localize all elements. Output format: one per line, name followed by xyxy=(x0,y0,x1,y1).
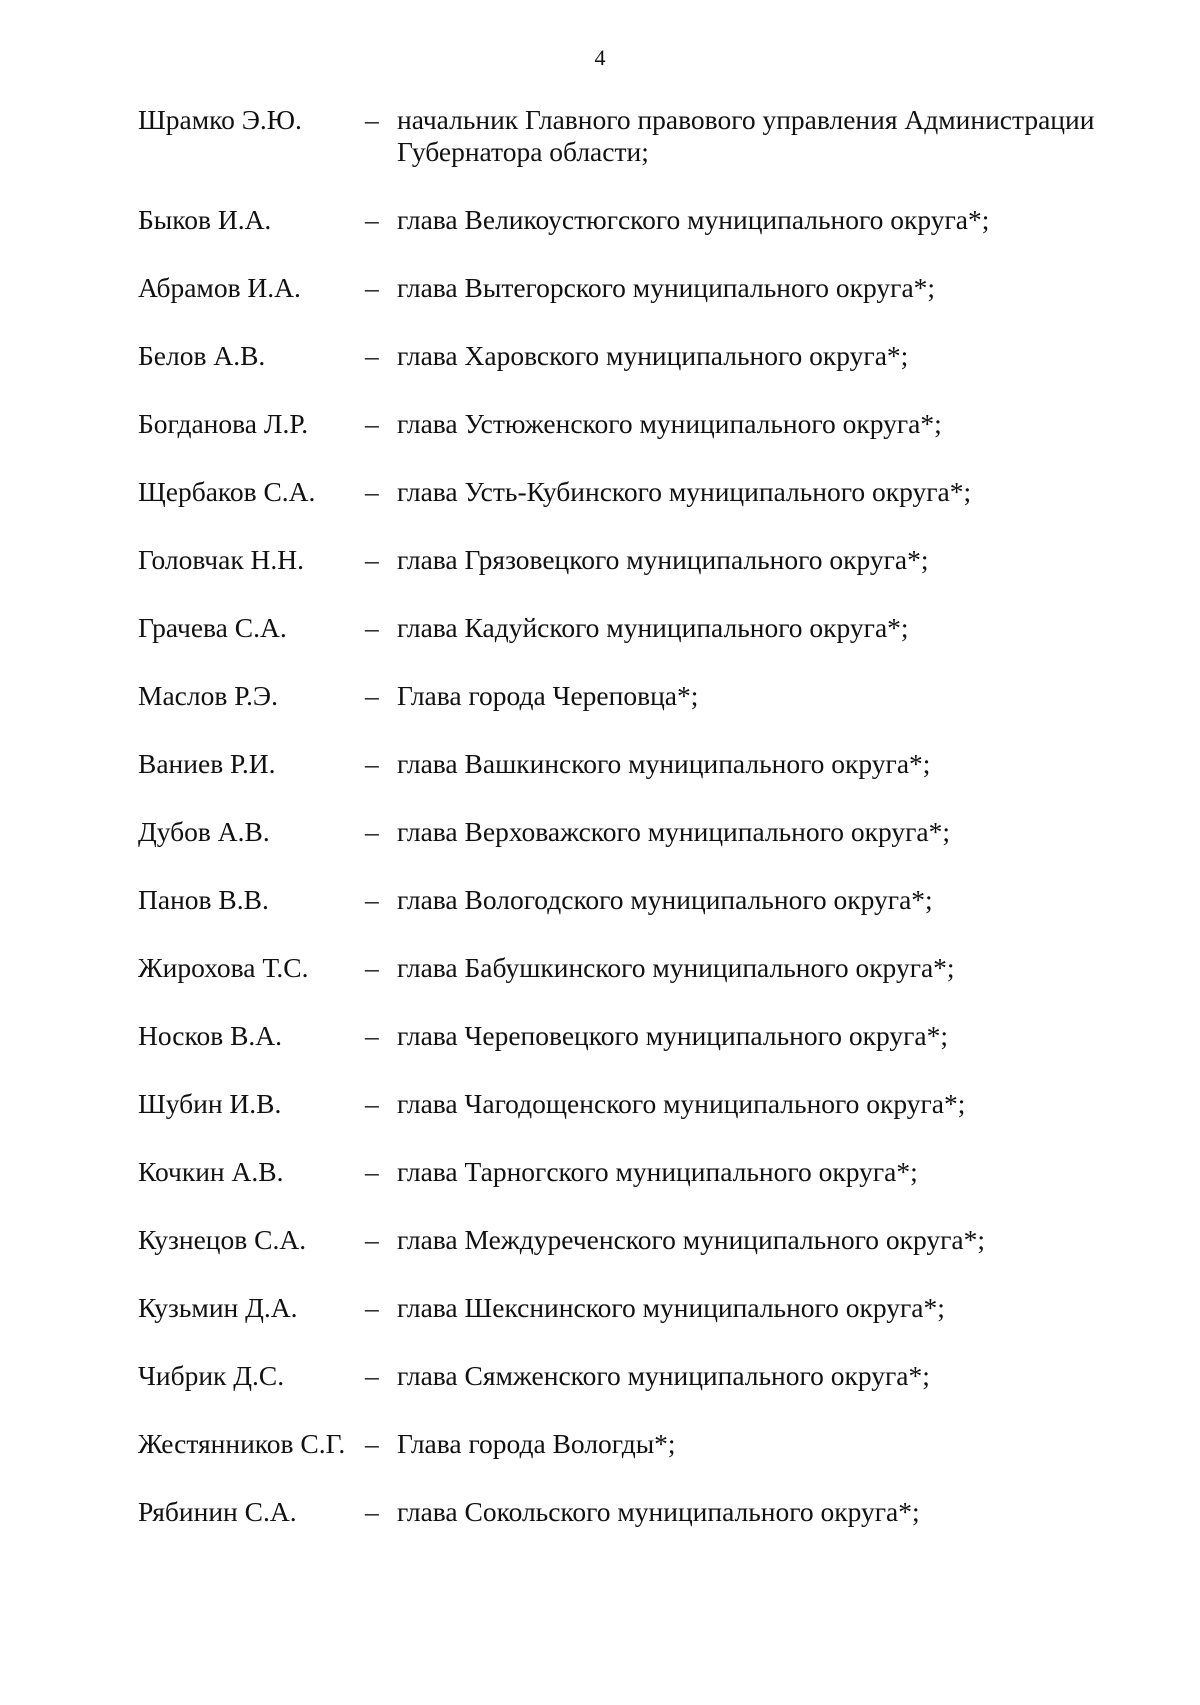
dash-separator: – xyxy=(365,340,379,371)
member-name: Быков И.А. xyxy=(138,204,272,235)
member-position: глава Вологодского муниципального округа*; xyxy=(397,884,933,915)
member-position: глава Сокольского муниципального округа*; xyxy=(397,1496,920,1527)
dash-separator: – xyxy=(365,1224,379,1255)
list-item xyxy=(138,1224,1148,1256)
member-name: Дубов А.В. xyxy=(138,816,270,847)
member-list xyxy=(138,104,1148,1528)
member-position: глава Устюженского муниципального округа*; xyxy=(397,408,942,439)
member-name: Чибрик Д.С. xyxy=(138,1360,285,1391)
member-position: глава Харовского муниципального округа*; xyxy=(397,340,909,371)
member-name: Панов В.В. xyxy=(138,884,269,915)
list-item xyxy=(138,1360,1148,1392)
dash-separator: – xyxy=(365,1156,379,1187)
member-name: Маслов Р.Э. xyxy=(138,680,278,711)
dash-separator: – xyxy=(365,1360,379,1391)
member-position: глава Тарногского муниципального округа*; xyxy=(397,1156,918,1187)
dash-separator: – xyxy=(365,1088,379,1119)
member-position: глава Чагодощенского муниципального округа*; xyxy=(397,1088,966,1119)
member-name: Носков В.А. xyxy=(138,1020,283,1051)
member-position: глава Сямженского муниципального округа*; xyxy=(397,1360,930,1391)
member-name: Кузнецов С.А. xyxy=(138,1224,307,1255)
list-item xyxy=(138,680,1148,712)
dash-separator: – xyxy=(365,408,379,439)
list-item xyxy=(138,1020,1148,1052)
list-item xyxy=(138,816,1148,848)
member-position: начальник Главного правового управления Администрации Губернатора области; xyxy=(397,104,1095,167)
page-number: 4 xyxy=(594,45,606,70)
member-position: глава Грязовецкого муниципального округа*; xyxy=(397,544,929,575)
list-item xyxy=(138,408,1148,440)
list-item xyxy=(138,340,1148,372)
list-item xyxy=(138,1088,1148,1120)
member-position: глава Шекснинского муниципального округа*; xyxy=(397,1292,945,1323)
member-name: Кузьмин Д.А. xyxy=(138,1292,298,1323)
member-name: Головчак Н.Н. xyxy=(138,544,305,575)
list-item xyxy=(138,952,1148,984)
member-name: Ваниев Р.И. xyxy=(138,748,276,779)
member-name: Шубин И.В. xyxy=(138,1088,282,1119)
member-position: глава Великоустюгского муниципального округа*; xyxy=(397,204,990,235)
dash-separator: – xyxy=(365,612,379,643)
member-name: Абрамов И.А. xyxy=(138,272,301,303)
member-position: глава Усть-Кубинского муниципального округа*; xyxy=(397,476,972,507)
member-position: Глава города Вологды*; xyxy=(397,1428,676,1459)
dash-separator: – xyxy=(365,680,379,711)
list-item xyxy=(138,884,1148,916)
dash-separator: – xyxy=(365,952,379,983)
list-item xyxy=(138,612,1148,644)
member-name: Рябинин С.А. xyxy=(138,1496,297,1527)
member-position: глава Вашкинского муниципального округа*; xyxy=(397,748,931,779)
dash-separator: – xyxy=(365,544,379,575)
dash-separator: – xyxy=(365,272,379,303)
member-position: глава Кадуйского муниципального округа*; xyxy=(397,612,909,643)
dash-separator: – xyxy=(365,884,379,915)
member-position: глава Верховажского муниципального округа*; xyxy=(397,816,950,847)
list-item xyxy=(138,1292,1148,1324)
dash-separator: – xyxy=(365,104,379,135)
list-item xyxy=(138,272,1148,304)
list-item xyxy=(138,204,1148,236)
dash-separator: – xyxy=(365,1428,379,1459)
member-name: Белов А.В. xyxy=(138,340,266,371)
dash-separator: – xyxy=(365,1292,379,1323)
dash-separator: – xyxy=(365,476,379,507)
list-item xyxy=(138,476,1148,508)
member-position: глава Бабушкинского муниципального округа*; xyxy=(397,952,955,983)
list-item xyxy=(138,1156,1148,1188)
member-name: Богданова Л.Р. xyxy=(138,408,309,439)
member-name: Щербаков С.А. xyxy=(138,476,316,507)
member-name: Жестянников С.Г. xyxy=(138,1428,346,1459)
member-position: глава Междуреченского муниципального округа*; xyxy=(397,1224,985,1255)
member-name: Кочкин А.В. xyxy=(138,1156,284,1187)
member-position: Глава города Череповца*; xyxy=(397,680,699,711)
member-position: глава Череповецкого муниципального округа*; xyxy=(397,1020,948,1051)
list-item xyxy=(138,544,1148,576)
list-item xyxy=(138,104,1148,168)
list-item xyxy=(138,1428,1148,1460)
member-position: глава Вытегорского муниципального округа*; xyxy=(397,272,936,303)
member-name: Жирохова Т.С. xyxy=(138,952,309,983)
dash-separator: – xyxy=(365,816,379,847)
dash-separator: – xyxy=(365,204,379,235)
member-name: Шрамко Э.Ю. xyxy=(138,104,302,135)
dash-separator: – xyxy=(365,1496,379,1527)
list-item xyxy=(138,1496,1148,1528)
list-item xyxy=(138,748,1148,780)
dash-separator: – xyxy=(365,1020,379,1051)
member-name: Грачева С.А. xyxy=(138,612,287,643)
dash-separator: – xyxy=(365,748,379,779)
